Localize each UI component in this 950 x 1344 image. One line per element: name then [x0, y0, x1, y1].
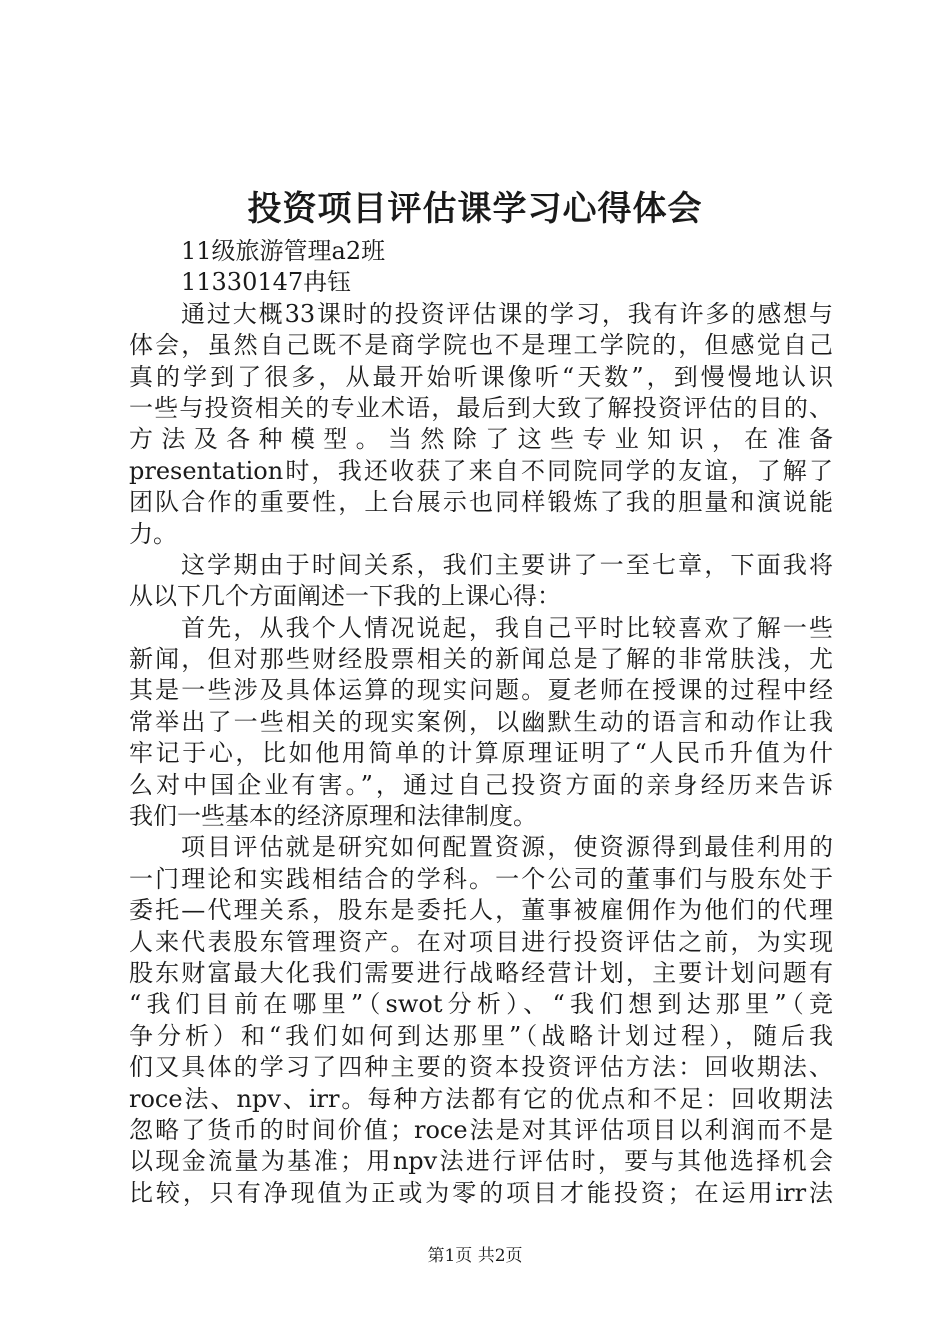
paragraph-2 [129, 550, 833, 613]
text-line: 新闻，但对那些财经股票相关的新闻总是了解的非常肤浅，尤 [129, 645, 833, 674]
text-line: roce法、npv、irr。每种方法都有它的优点和不足：回收期法 [129, 1084, 833, 1113]
text-line: 委托—代理关系，股东是委托人，董事被雇佣作为他们的代理 [129, 896, 833, 925]
text-line: 力。 [129, 519, 177, 548]
text-line: 团队合作的重要性，上台展示也同样锻炼了我的胆量和演说能 [129, 488, 833, 517]
paragraph-1 [129, 299, 833, 550]
text-line: 常举出了一些相关的现实案例，以幽默生动的语言和动作让我 [129, 707, 833, 736]
text-line: presentation时，我还收获了来自不同院同学的友谊，了解了 [129, 456, 833, 485]
paragraph-3 [129, 613, 833, 833]
text-line: 体会，虽然自己既不是商学院也不是理工学院的，但感觉自己 [129, 331, 833, 360]
text-line: 么对中国企业有害。”，通过自己投资方面的亲身经历来告诉 [129, 770, 833, 799]
document-title: 投资项目评估课学习心得体会 [247, 189, 703, 229]
text-line: “我们目前在哪里”（swot分析）、“我们想到达那里”（竞 [129, 990, 833, 1019]
text-line: 项目评估就是研究如何配置资源，使资源得到最佳利用的 [181, 833, 833, 862]
page-footer: 第1页 共2页 [427, 1246, 523, 1266]
class-line: 11级旅游管理a2班 [181, 237, 386, 265]
text-line: 以现金流量为基准；用npv法进行评估时，要与其他选择机会 [129, 1147, 833, 1176]
text-line: 忽略了货币的时间价值；roce法是对其评估项目以利润而不是 [129, 1115, 833, 1144]
text-line: 首先，从我个人情况说起，我自己平时比较喜欢了解一些 [181, 613, 833, 642]
document-body [129, 236, 833, 1209]
text-line: 方法及各种模型。当然除了这些专业知识，在准备 [129, 425, 833, 454]
paragraph-4 [129, 832, 833, 1209]
text-line: 从以下几个方面阐述一下我的上课心得： [129, 582, 561, 611]
text-line: 牢记于心，比如他用简单的计算原理证明了“人民币升值为什 [129, 739, 833, 768]
author-line: 11330147冉钰 [181, 268, 352, 297]
text-line: 们又具体的学习了四种主要的资本投资评估方法：回收期法、 [129, 1053, 833, 1082]
text-line: 我们一些基本的经济原理和法律制度。 [129, 802, 537, 831]
text-line: 其是一些涉及具体运算的现实问题。夏老师在授课的过程中经 [129, 676, 833, 705]
text-line: 一些与投资相关的专业术语，最后到大致了解投资评估的目的、 [129, 393, 833, 422]
text-line: 真的学到了很多，从最开始听课像听“天数”，到慢慢地认识 [129, 362, 833, 391]
text-line: 比较，只有净现值为正或为零的项目才能投资；在运用irr法 [129, 1178, 833, 1207]
text-line: 股东财富最大化我们需要进行战略经营计划，主要计划问题有 [129, 958, 833, 987]
text-line: 通过大概33课时的投资评估课的学习，我有许多的感想与 [181, 299, 833, 328]
text-line: 这学期由于时间关系，我们主要讲了一至七章，下面我将 [181, 550, 833, 579]
text-line: 一门理论和实践相结合的学科。一个公司的董事们与股东处于 [129, 864, 833, 893]
text-line: 争分析）和“我们如何到达那里”（战略计划过程），随后我 [129, 1021, 833, 1050]
text-line: 人来代表股东管理资产。在对项目进行投资评估之前，为实现 [129, 927, 833, 956]
